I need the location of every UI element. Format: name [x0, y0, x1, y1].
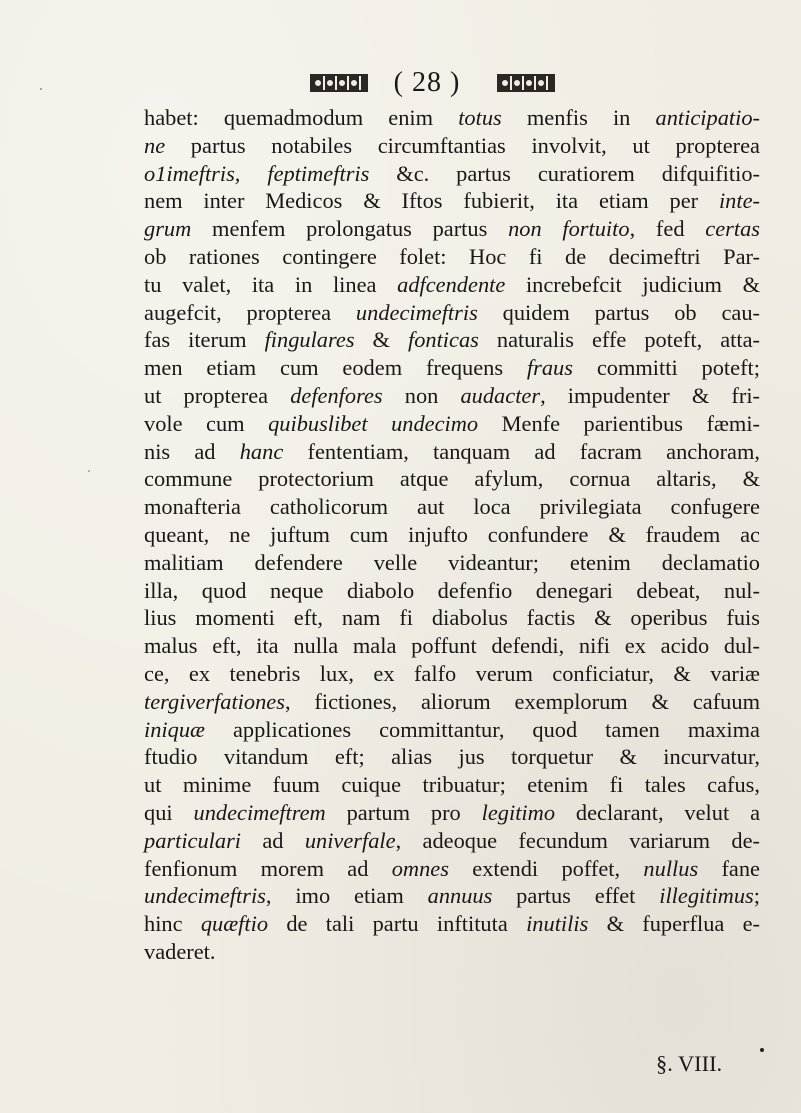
text-run: ut propterea [144, 382, 291, 408]
text-run: ob rationes contingere folet: Hoc fi de decimeftri Par- [144, 243, 760, 269]
text-line [144, 799, 760, 827]
text-run: vaderet. [144, 938, 216, 964]
text-run: Menfe parientibus fæmi- [478, 410, 760, 436]
text-line [144, 660, 760, 688]
text-line [144, 688, 760, 716]
text-run: menfis in [501, 105, 656, 130]
text-run: partus effet [492, 883, 660, 909]
text-line [144, 410, 760, 438]
text-run: fas iterum [144, 327, 265, 353]
page-number: ( 28 ) [393, 67, 461, 98]
text-run: , fictiones, aliorum exemplorum & cafuum [284, 688, 760, 714]
italic-term: non fortuito [508, 216, 630, 242]
text-run: quidem partus ob cau- [477, 299, 760, 325]
text-line [144, 465, 760, 493]
text-run: committi poteft; [572, 355, 760, 381]
text-run: malus eft, ita nulla mala poffunt defendi, nifi ex acido dul- [144, 633, 760, 659]
italic-term: fraus [526, 355, 573, 381]
italic-term: fingulares [264, 327, 355, 353]
text-line [144, 855, 760, 883]
italic-term: undecimeftrem [193, 799, 326, 825]
text-run: & [354, 327, 408, 353]
text-run: menfem prolongatus partus [191, 216, 509, 242]
text-line [144, 104, 760, 132]
text-run: ; [753, 883, 760, 909]
text-run: fane [698, 855, 760, 881]
text-line [144, 132, 760, 160]
text-run: qui [144, 799, 194, 825]
italic-term: anticipatio- [655, 105, 760, 130]
italic-term: certas [705, 216, 760, 242]
section-reference: §. VIII. [656, 1051, 723, 1076]
text-line [144, 160, 760, 188]
text-line [144, 549, 760, 577]
text-line [144, 882, 760, 910]
italic-term: annuus [427, 883, 493, 909]
left-ornament-icon [310, 72, 368, 94]
italic-term: audacter [460, 382, 541, 408]
italic-term: hanc [239, 438, 284, 464]
text-run: , fed [629, 216, 706, 242]
text-run: hinc [144, 911, 201, 937]
text-line [144, 577, 760, 605]
text-run: ad [241, 827, 305, 853]
italic-term: quæftio [200, 911, 269, 937]
italic-term: particulari [144, 827, 242, 853]
text-line [144, 632, 760, 660]
ink-speck [760, 1048, 764, 1052]
page-header [0, 64, 801, 104]
text-line [144, 243, 760, 271]
text-run: de tali partu inftituta [268, 911, 527, 937]
italic-term: undecimeftris [144, 883, 266, 909]
text-run: partus notabiles circumftantias involvit, ut propterea [165, 132, 760, 158]
italic-term: defenfores [290, 382, 383, 408]
text-line [144, 827, 760, 855]
text-run: extendi poffet, [448, 855, 644, 881]
italic-term: univerfale [304, 827, 396, 853]
text-run: men etiam cum eodem frequens [144, 355, 527, 381]
text-line [144, 215, 760, 243]
italic-term: totus [458, 105, 502, 130]
text-run: nis ad [144, 438, 240, 464]
text-line [144, 938, 760, 966]
text-line [144, 771, 760, 799]
text-run: monafteria catholicorum aut loca privilegiata confugere [144, 494, 760, 520]
ink-speck [40, 88, 42, 90]
italic-term: undecimeftris [355, 299, 478, 325]
text-run: fententiam, tanquam ad facram anchoram, [283, 438, 760, 464]
text-line [144, 521, 760, 549]
italic-term: o1imeftris, feptimeftris [144, 160, 370, 186]
text-run: partum pro [325, 799, 482, 825]
italic-term: tergiverfationes [144, 688, 285, 714]
body-text [144, 104, 760, 966]
text-run: non [382, 382, 461, 408]
italic-term: inutilis [526, 911, 589, 937]
italic-term: grum [144, 216, 192, 242]
text-run: nem inter Medicos & Iftos fubierit, ita etiam per [144, 188, 719, 214]
text-run: , adeoque fecundum variarum de- [395, 827, 760, 853]
text-line [144, 493, 760, 521]
text-run: , impudenter & fri- [540, 382, 760, 408]
text-run: augefcit, propterea [144, 299, 356, 325]
text-run: lius momenti eft, nam fi diabolus factis & operibus fuis [144, 605, 760, 631]
ink-speck [88, 470, 90, 472]
italic-term: illegitimus [659, 883, 754, 909]
italic-term: nullus [643, 855, 699, 881]
text-run: declarant, velut a [555, 799, 761, 825]
text-run: ut minime fuum cuique tribuatur; etenim fi tales cafus, [144, 772, 760, 798]
text-run: ftudio vitandum eft; alias jus torquetur & incurvatur, [144, 744, 760, 770]
italic-term: omnes [391, 855, 449, 881]
text-line [144, 299, 760, 327]
text-line [144, 438, 760, 466]
text-run: ce, ex tenebris lux, ex falfo verum conficiatur, & variæ [144, 660, 760, 686]
text-run: fenfionum morem ad [144, 855, 392, 881]
text-line [144, 910, 760, 938]
text-run: illa, quod neque diabolo defenfio denegari debeat, nul- [144, 577, 760, 603]
text-run: , imo etiam [265, 883, 428, 909]
text-line [144, 382, 760, 410]
italic-term: quibuslibet undecimo [268, 410, 479, 436]
text-run: naturalis effe poteft, atta- [478, 327, 760, 353]
text-line [144, 716, 760, 744]
text-run: & fuperflua e- [588, 911, 761, 937]
text-line [144, 187, 760, 215]
text-line [144, 271, 760, 299]
text-run: commune protectorium atque afylum, cornua altaris, & [144, 466, 760, 492]
text-run: malitiam defendere velle videantur; etenim declamatio [144, 549, 760, 575]
text-run: habet: quemadmodum enim [144, 105, 459, 130]
text-line [144, 326, 760, 354]
text-run: queant, ne juftum cum injufto confundere & fraudem ac [144, 521, 760, 547]
text-line [144, 604, 760, 632]
italic-term: iniquæ [144, 716, 205, 742]
right-ornament-icon [497, 72, 555, 94]
text-run: &c. partus curatiorem difquifitio- [369, 160, 760, 186]
italic-term: adfcendente [397, 271, 506, 297]
italic-term: inte- [718, 188, 760, 214]
italic-term: legitimo [481, 799, 556, 825]
text-run: increbefcit judicium & [505, 271, 761, 297]
text-run: applicationes committantur, quod tamen maxima [204, 716, 760, 742]
text-run: vole cum [144, 410, 269, 436]
italic-term: fonticas [407, 327, 479, 353]
italic-term: ne [144, 132, 166, 158]
text-run: tu valet, ita in linea [144, 271, 398, 297]
text-line [144, 354, 760, 382]
text-line [144, 743, 760, 771]
